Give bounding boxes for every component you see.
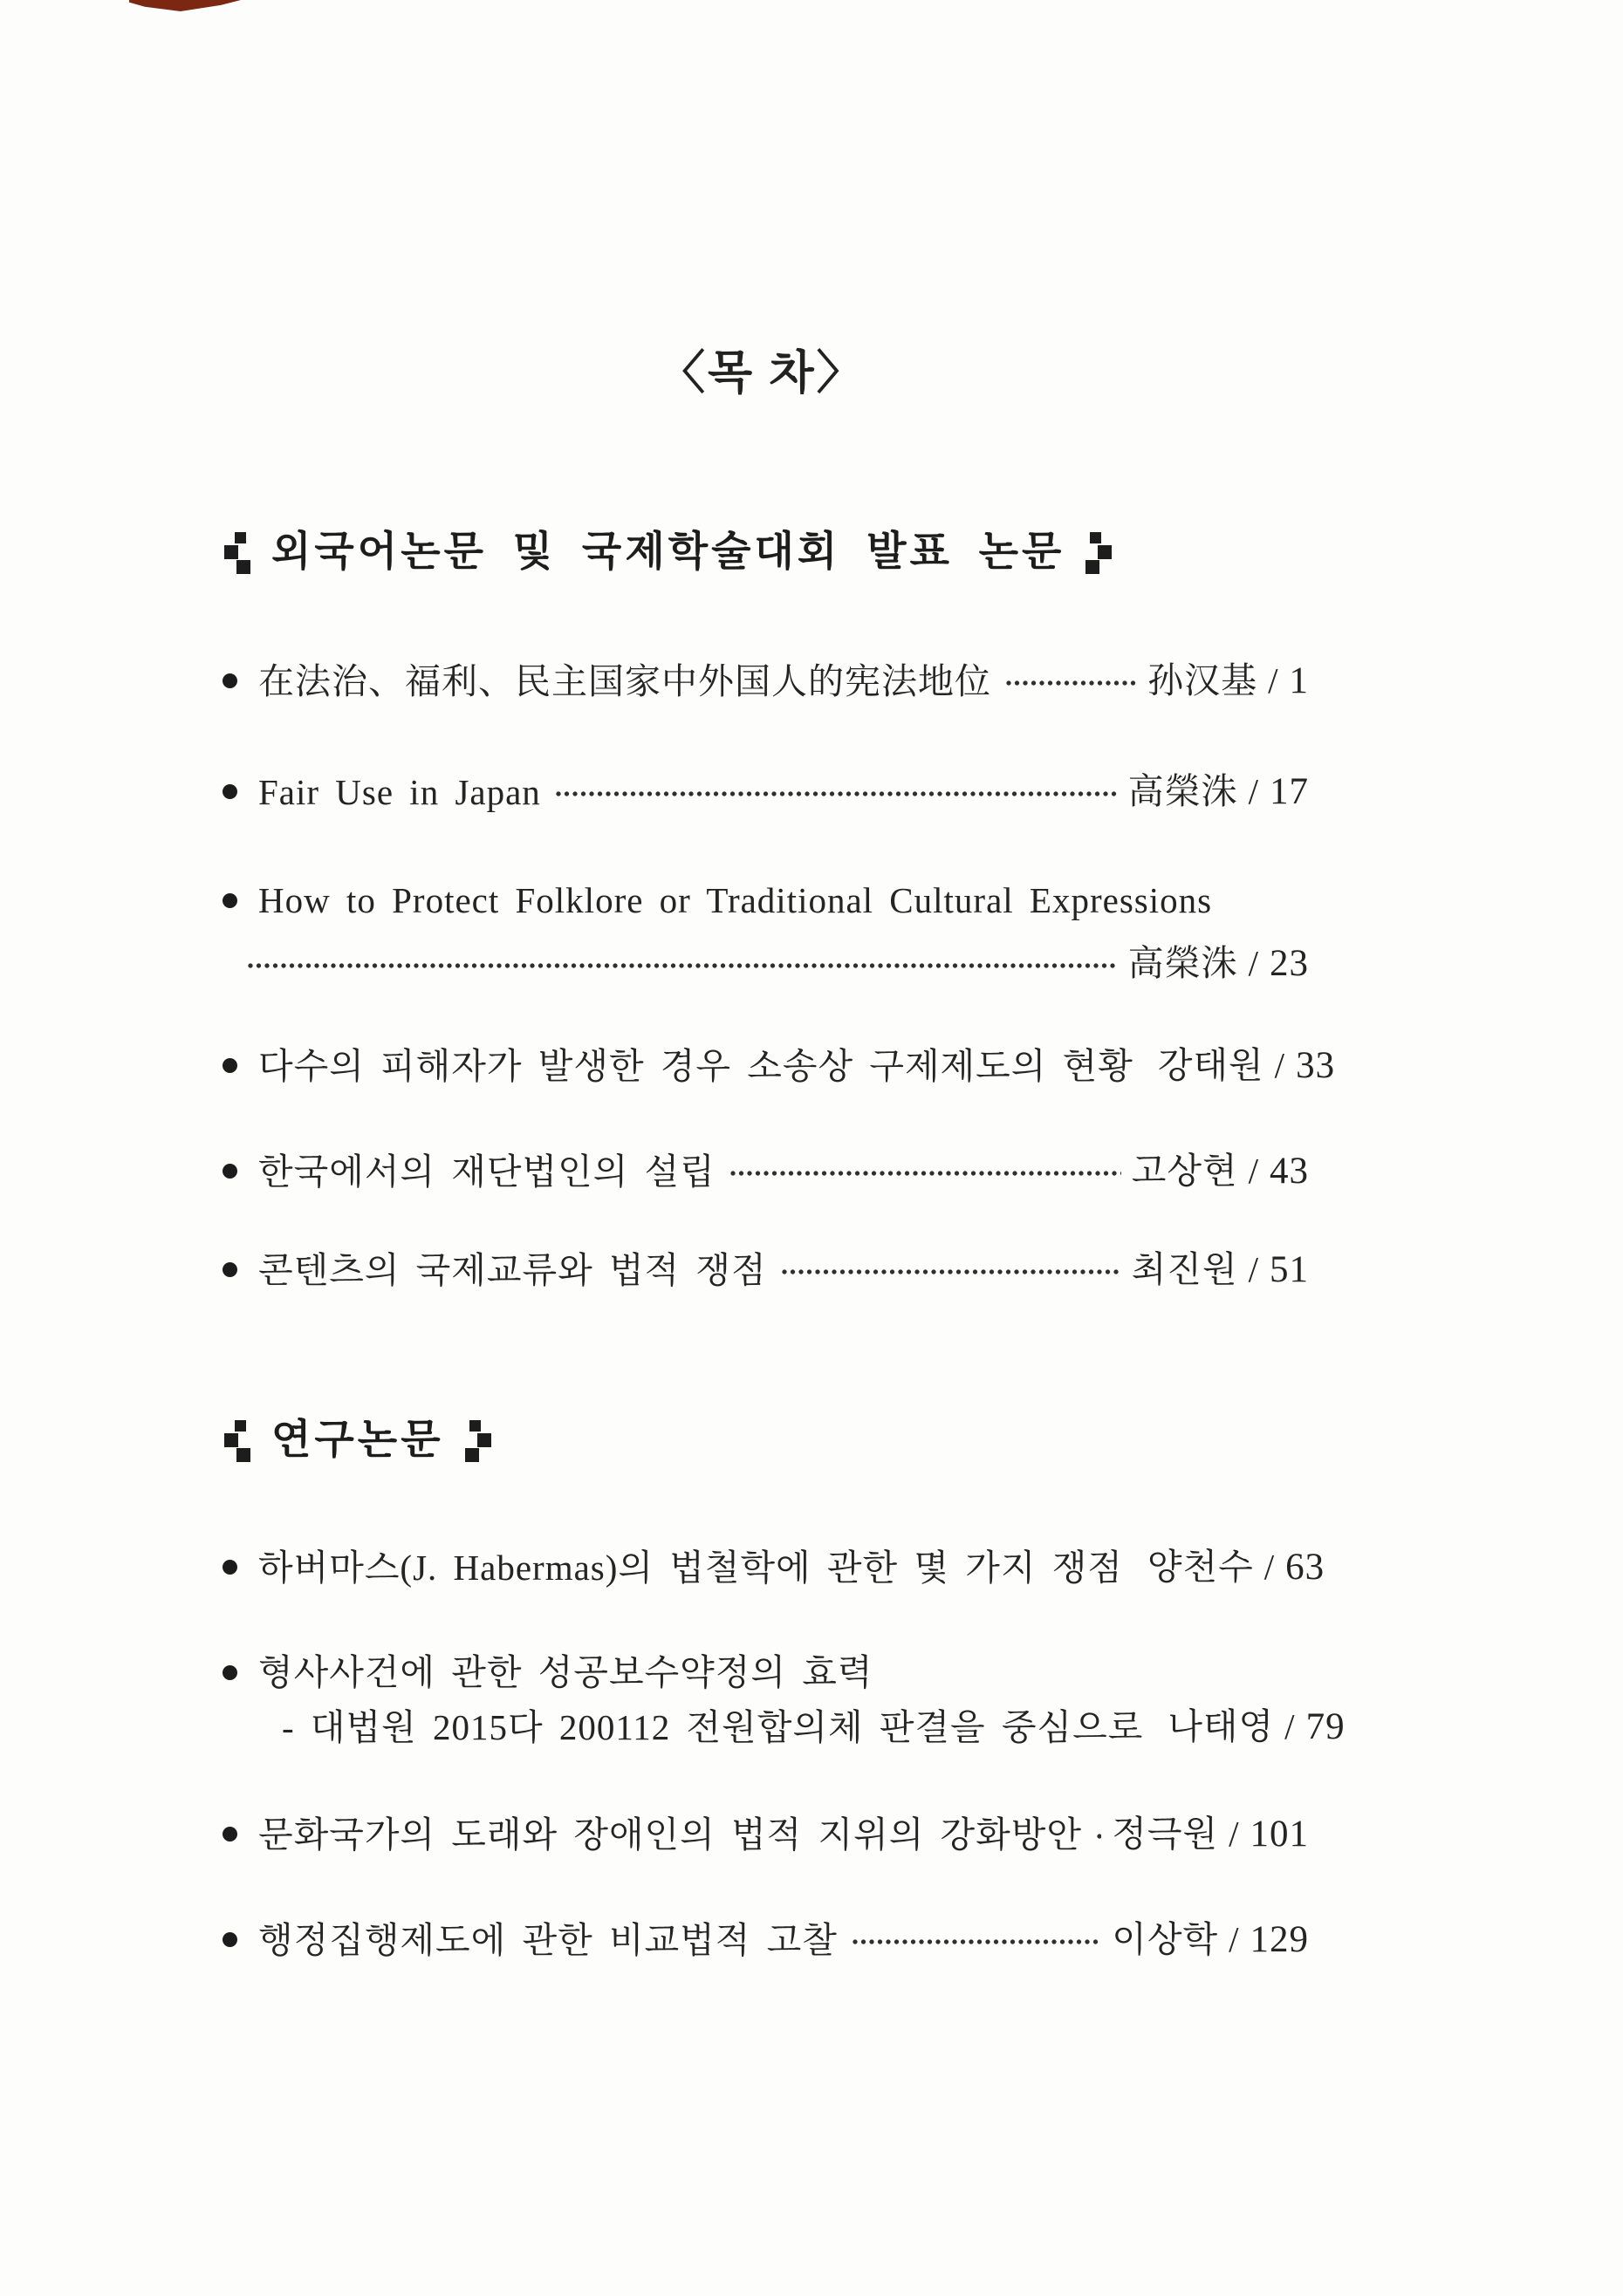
entry-title: Fair Use in Japan — [258, 771, 541, 812]
toc-entry — [223, 1145, 1309, 1198]
toc-entry — [223, 1541, 1325, 1594]
entry-title: 형사사건에 관한 성공보수약정의 효력 — [258, 1652, 873, 1692]
bullet-icon — [223, 673, 237, 688]
entry-title: 행정집행제도에 관한 비교법적 고찰 — [258, 1919, 838, 1960]
toc-entry — [223, 1646, 1346, 1753]
entry-line — [223, 1807, 1309, 1861]
toc-entry — [223, 1807, 1309, 1861]
entry-separator: / — [1274, 1045, 1286, 1085]
toc-entry — [223, 1913, 1309, 1966]
section-bracket-right-icon — [467, 1417, 493, 1464]
entry-separator: / — [1229, 1919, 1240, 1959]
entry-title: 在法治、福利、民主国家中外国人的宪法地位 — [258, 660, 991, 701]
entry-title: 콘텐츠의 국제교류와 법적 쟁점 — [258, 1249, 767, 1290]
dot-leader-icon — [729, 1169, 1121, 1178]
bullet-icon — [223, 1164, 237, 1179]
entry-line — [223, 1243, 1309, 1296]
toc-entry — [223, 1039, 1336, 1092]
entry-reference — [1112, 1807, 1309, 1861]
dot-leader-icon — [852, 1937, 1101, 1946]
toc-entry — [223, 874, 1309, 990]
entry-line — [223, 874, 1309, 926]
entry-page-number: 1 — [1289, 660, 1309, 701]
entry-reference — [1128, 765, 1309, 818]
entry-line — [223, 1039, 1336, 1092]
section-header-label: 외국어논문 및 국제학술대회 발표 논문 — [271, 530, 1065, 575]
entry-author: 강태원 — [1157, 1045, 1264, 1085]
dot-leader-icon — [247, 961, 1118, 970]
entry-reference — [1112, 1913, 1309, 1966]
section-header — [223, 523, 1309, 581]
toc-content — [223, 0, 1346, 1966]
bullet-icon — [223, 1665, 237, 1680]
entry-page-number: 43 — [1270, 1151, 1309, 1192]
bullet-icon — [223, 893, 237, 908]
toc-entry — [223, 654, 1309, 707]
entry-separator: / — [1263, 1547, 1276, 1587]
entry-line — [223, 765, 1309, 818]
toc-entry — [223, 765, 1309, 818]
entry-separator: / — [1229, 1814, 1240, 1854]
section-list — [223, 523, 1346, 1966]
entry-title: 문화국가의 도래와 장애인의 법적 지위의 강화방안 — [258, 1814, 1082, 1855]
entry-line — [223, 654, 1309, 707]
section-header — [223, 1411, 1309, 1469]
entry-title: How to Protect Folklore or Traditional Cultural Expressions — [258, 880, 1213, 920]
entry-reference — [1147, 1541, 1325, 1594]
entry-author: 최진원 — [1131, 1249, 1238, 1289]
dot-leader-icon — [555, 789, 1118, 798]
entry-subtitle: - 대법원 2015다 200112 전원합의체 판결을 중심으로 — [282, 1706, 1144, 1747]
entry-reference — [1132, 1145, 1309, 1198]
entry-line — [223, 1145, 1309, 1198]
entry-page-number: 17 — [1270, 771, 1309, 812]
entry-page-number: 79 — [1305, 1706, 1346, 1747]
entry-line — [223, 1913, 1309, 1966]
section-bracket-right-icon — [1087, 529, 1113, 576]
toc-entry — [223, 1243, 1309, 1296]
dot-leader-icon — [1005, 679, 1137, 687]
entry-author: 나태영 — [1168, 1706, 1275, 1746]
bullet-icon — [223, 1262, 237, 1277]
entry-author: 이상학 — [1112, 1919, 1219, 1959]
entry-author: 高榮洙 — [1127, 943, 1238, 983]
entry-separator: / — [1248, 943, 1259, 983]
entry-author: 양천수 — [1147, 1547, 1254, 1587]
entry-line — [223, 1541, 1325, 1594]
dot-leader-icon — [781, 1268, 1121, 1276]
entry-page-number: 63 — [1285, 1547, 1325, 1588]
section-bracket-left-icon — [223, 1417, 249, 1464]
entry-continuation-line — [223, 937, 1309, 990]
entry-separator: / — [1248, 1151, 1259, 1191]
entry-page-number: 129 — [1250, 1919, 1309, 1960]
entry-separator: / — [1268, 660, 1279, 700]
entry-subtitle-line — [223, 1700, 1346, 1753]
bullet-icon — [223, 1827, 237, 1842]
entry-title: 하버마스(J. Habermas)의 법철학에 관한 몇 가지 쟁점 — [258, 1547, 1123, 1588]
entry-line — [223, 1646, 1309, 1698]
toc-section — [223, 523, 1336, 1296]
bullet-icon — [223, 1932, 237, 1947]
bullet-icon — [223, 1058, 237, 1073]
section-header-label: 연구논문 — [271, 1418, 444, 1463]
entry-author: 高榮洙 — [1127, 771, 1238, 811]
entry-page-number: 23 — [1270, 943, 1309, 984]
toc-section — [223, 1411, 1346, 1966]
entry-reference — [1158, 1039, 1335, 1092]
entry-reference — [1132, 1243, 1309, 1296]
bullet-icon — [223, 784, 237, 799]
entry-page-number: 33 — [1296, 1045, 1336, 1086]
entry-author: 고상현 — [1131, 1151, 1238, 1191]
entry-list — [223, 1541, 1346, 1966]
entry-reference — [1128, 937, 1309, 990]
dot-leader-icon — [1096, 1832, 1101, 1841]
page-title: 〈목 차〉 — [659, 348, 866, 399]
entry-author: 孙汉基 — [1147, 660, 1258, 700]
entry-reference — [1168, 1700, 1345, 1753]
entry-page-number: 51 — [1270, 1249, 1309, 1290]
entry-reference — [1147, 654, 1309, 707]
entry-separator: / — [1248, 1249, 1259, 1289]
bullet-icon — [223, 1560, 237, 1575]
entry-separator: / — [1248, 771, 1259, 811]
entry-title: 다수의 피해자가 발생한 경우 소송상 구제제도의 현황 — [258, 1045, 1133, 1086]
entry-list — [223, 654, 1336, 1296]
entry-page-number: 101 — [1250, 1814, 1309, 1855]
section-bracket-left-icon — [223, 529, 249, 576]
entry-title: 한국에서의 재단법인의 설립 — [258, 1151, 716, 1192]
entry-author: 정극원 — [1112, 1814, 1219, 1854]
entry-separator: / — [1284, 1706, 1296, 1746]
